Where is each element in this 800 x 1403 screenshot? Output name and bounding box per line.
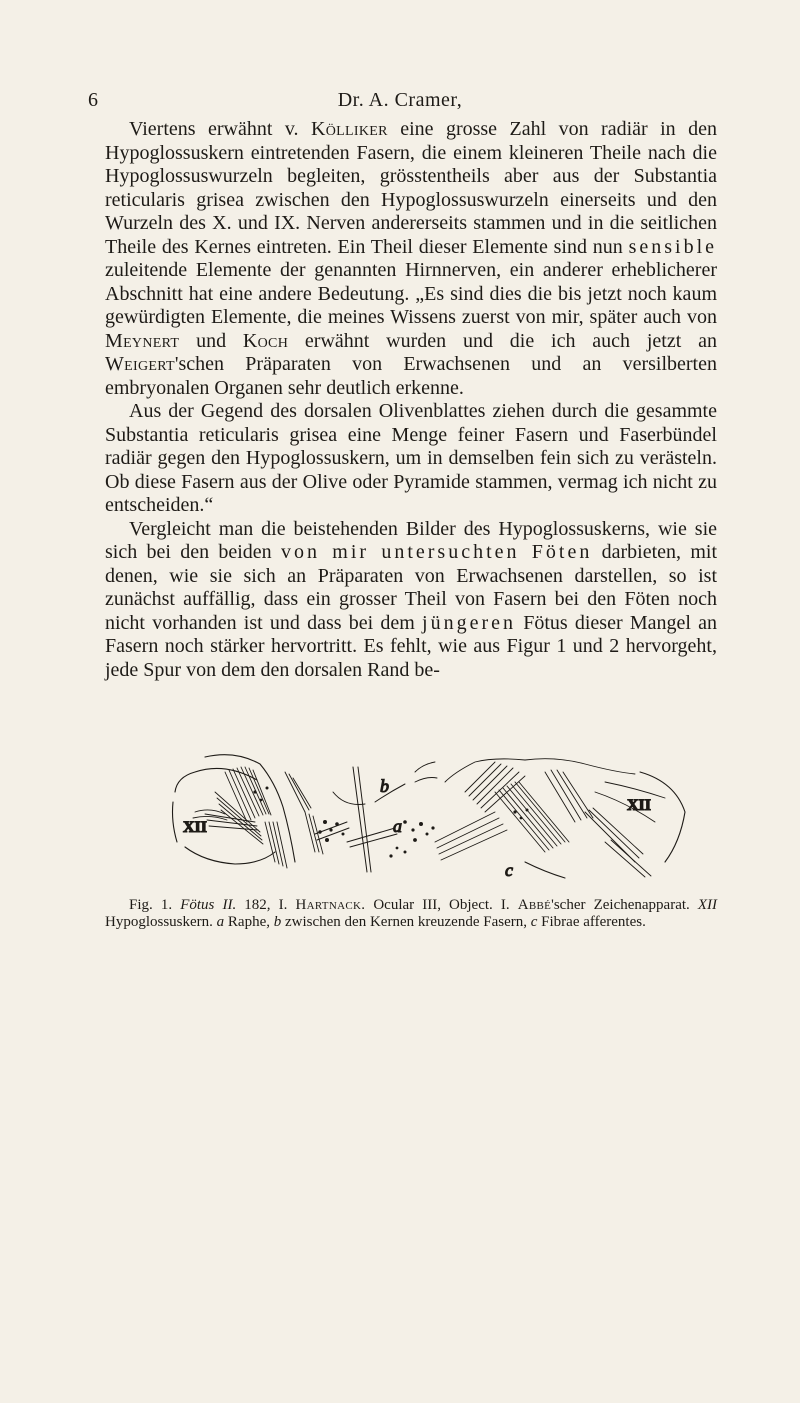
label-a: a <box>393 816 402 836</box>
label-xii-right: XII <box>627 797 652 814</box>
caption-fig-number: Fig. 1. <box>129 897 173 913</box>
text-run: eine grosse Zahl von radiär in den Hypoglossuskern eintretenden Fasern, die einem kleineren Theile nach die Hypoglossuswurzeln begleiten, grösstentheils aber aus der Substantia reticularis grisea zwischen den Hypoglossuswurzeln einerseits und den Wurzeln des X. und IX. Nerven andererseits stammen und in die seitlichen Theile des Kernes eintreten. Ein Theil dieser Elemente sind nun <box>105 118 717 258</box>
emphasis-spaced: von mir untersuchten Föten <box>280 541 593 563</box>
caption-hartnack: Hartnack. <box>295 897 366 913</box>
contour-line <box>185 847 275 864</box>
running-head <box>88 88 712 112</box>
label-c: c <box>505 860 513 880</box>
figure-hypoglossus-drawing <box>165 752 695 880</box>
text-run: 'scher Zeichenapparat. <box>551 897 698 913</box>
page-number: 6 <box>88 89 98 111</box>
text-run: Raphe, <box>224 913 274 930</box>
text-run: Fötus dieser Mangel an Fasern noch stärker hervortritt. Es fehlt, wie aus Figur 1 und 2 hervorgeht, jede Spur von dem den dorsalen Rand be- <box>105 611 717 681</box>
caption-xii: XII <box>697 897 718 913</box>
text-run: darbieten, mit denen, wie sie sich an Präparaten von Erwachsenen darstellen, so ist zunächst auffällig, dass ein grosser Theil von Fasern bei den Föten noch nicht vorhanden ist und dass bei dem <box>105 541 717 634</box>
caption-c: c <box>530 913 538 930</box>
emphasis-sensible: sensible <box>628 235 717 258</box>
text-run: Ocular III, Object. I. <box>365 897 518 913</box>
text-run: erwähnt wurden und die ich auch jetzt an <box>288 329 717 352</box>
text-run: zwischen den Kernen kreuzende Fasern, <box>281 913 531 930</box>
text-run: zuleitende Elemente der genannten Hirnnerven, ein anderer erheblicherer Abschnitt hat eine andere Bedeutung. „Es sind dies die bis jetzt noch kaum gewürdigten Elemente, die meines Wissens zuerst von mir, später auch von <box>105 259 717 328</box>
running-title: Dr. A. Cramer, <box>337 89 463 111</box>
text-run: Vergleicht man die beistehenden Bilder des Hypoglossuskerns, wie sie sich bei den beiden <box>105 517 717 563</box>
label-b: b <box>380 776 389 796</box>
contour-line <box>173 802 178 842</box>
author-name-meynert: Meynert <box>105 329 180 352</box>
emphasis-juengeren: jüngeren <box>422 611 516 634</box>
text-run: Viertens erwähnt v. <box>129 118 312 140</box>
contour-line <box>175 768 257 792</box>
text-run: Fibrae afferentes. <box>537 913 646 930</box>
text-run: 182, I. <box>236 897 296 913</box>
author-name-koch: Koch <box>242 329 289 352</box>
paragraph-3 <box>105 518 717 683</box>
caption-b: b <box>273 913 282 930</box>
text-run: 'schen Präparaten von Erwachsenen und an versilberten embryonalen Organen sehr deutlich erkenne. <box>105 353 717 399</box>
caption-abbe: Abbé <box>517 897 552 913</box>
body-text <box>105 118 717 682</box>
right-fibre-bundle <box>415 759 665 877</box>
paragraph-2: Aus der Gegend des dorsalen Olivenblattes ziehen durch die gesammte Substantia reticularis grisea eine Menge feiner Fasern und Faserbündel radiär gegen den Hypoglossuskern, um in demselben fein sich zu verästeln. Ob diese Fasern aus der Olive oder Pyramide stammen, vermag ich nicht zu entscheiden.“ <box>105 400 717 516</box>
text-run: und <box>179 329 243 352</box>
label-xii-left: XII <box>183 819 208 836</box>
caption-a: a <box>216 913 225 930</box>
text-run: Hypoglossuskern. <box>105 913 217 930</box>
author-name-weigert: Weigert <box>105 353 175 375</box>
author-name-kolliker: Kölliker <box>311 118 388 140</box>
paragraph-1 <box>105 118 717 400</box>
anatomical-drawing <box>165 752 695 880</box>
contour-line <box>525 862 565 878</box>
nucleus-cells <box>253 787 528 858</box>
figure-caption <box>105 897 717 930</box>
left-fibre-bundle <box>193 767 323 868</box>
caption-fetus: Fötus II. <box>180 897 237 913</box>
